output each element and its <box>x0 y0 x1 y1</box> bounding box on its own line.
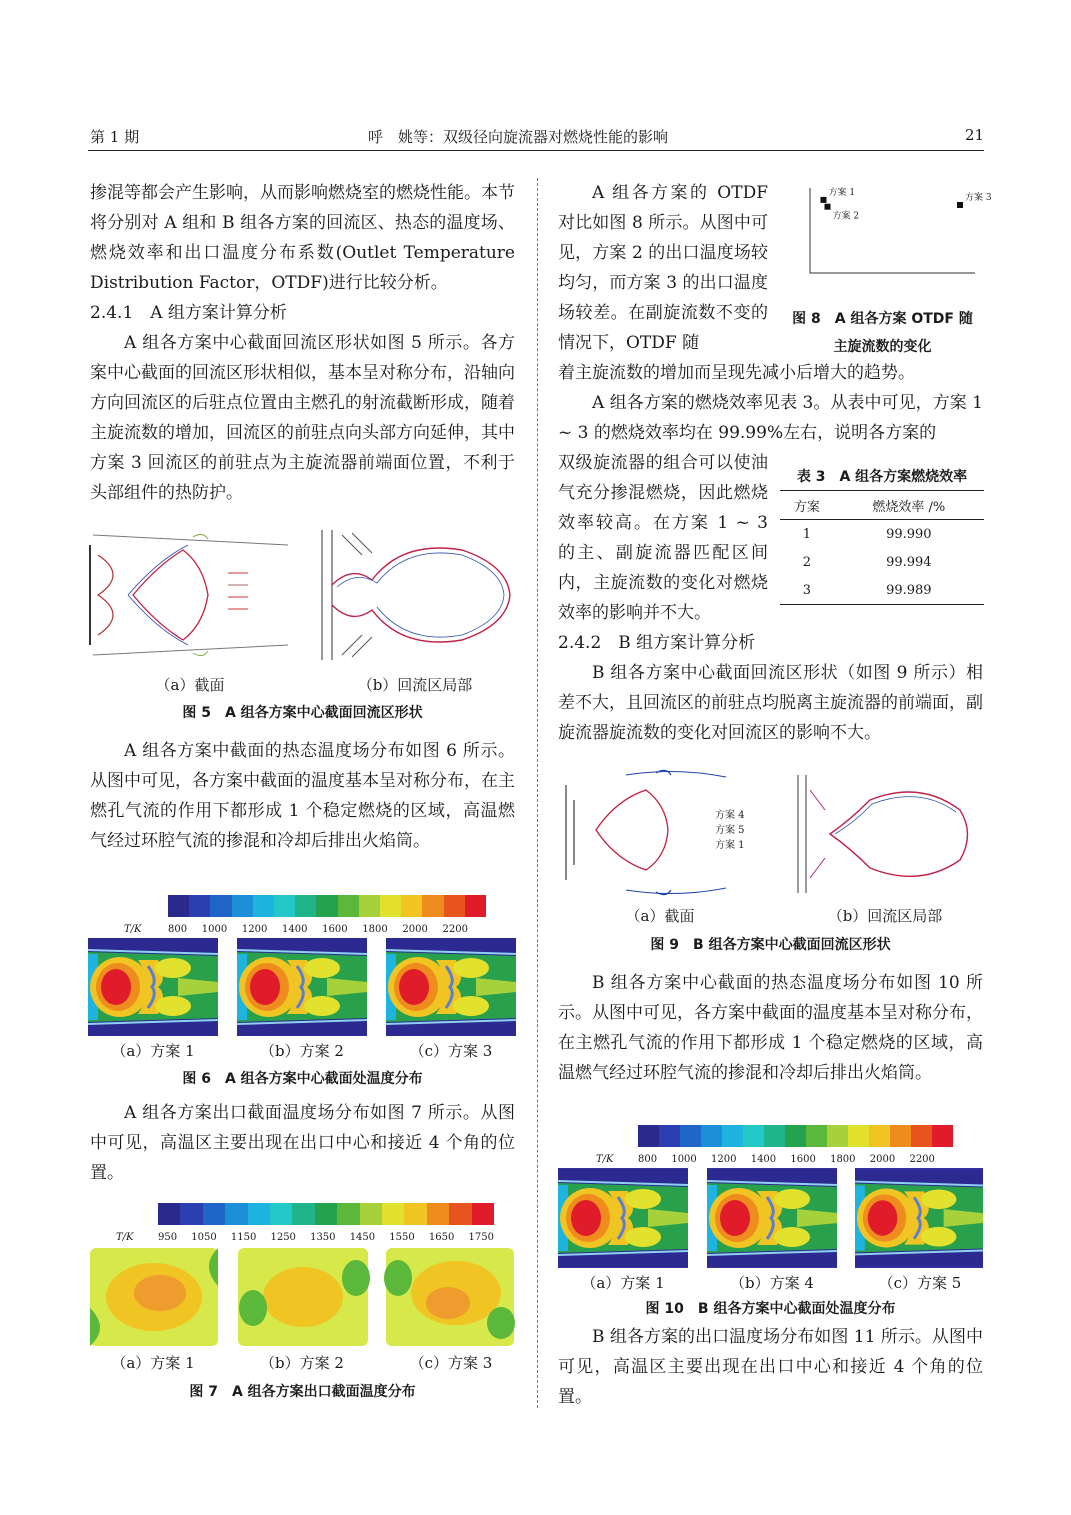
colorbar-swatch <box>638 1125 659 1147</box>
colorbar-swatch <box>316 895 337 917</box>
figure-6a-temperature-plot <box>88 938 218 1036</box>
running-header-title: 呼 姚等：双级径向旋流器对燃烧性能的影响 <box>368 128 669 146</box>
figure-10b-subcaption: （b）方案 4 <box>730 1274 814 1292</box>
colorbar-swatch <box>743 1125 764 1147</box>
tick-label: 2000 <box>869 1154 896 1165</box>
colorbar-swatch <box>248 1203 270 1225</box>
figure-10-tick-labels <box>638 1154 935 1165</box>
tick-label: 1450 <box>349 1232 376 1243</box>
tick-label: 2000 <box>402 924 428 935</box>
table-row <box>780 520 984 549</box>
figure-9-legend <box>715 808 745 853</box>
table-cell: 1 <box>802 526 811 542</box>
colorbar-swatch <box>270 1203 292 1225</box>
figure-7-caption: 图 7 A 组各方案出口截面温度分布 <box>189 1384 416 1400</box>
figure-10a-temperature-plot <box>558 1168 688 1268</box>
tick-label: 1600 <box>790 1154 816 1165</box>
colorbar-swatch <box>180 1203 202 1225</box>
figure-6a-subcaption: （a）方案 1 <box>111 1042 195 1060</box>
colorbar-swatch <box>210 895 231 917</box>
colorbar-swatch <box>292 1203 314 1225</box>
colorbar-swatch <box>449 1203 471 1225</box>
colorbar-swatch <box>253 895 274 917</box>
tick-label: 1800 <box>830 1154 856 1165</box>
scatter-point <box>821 197 827 203</box>
colorbar-swatch <box>848 1125 869 1147</box>
figure-7c-subcaption: （c）方案 3 <box>409 1354 493 1372</box>
colorbar-swatch <box>422 895 443 917</box>
legend-entry: 方案 5 <box>715 825 745 836</box>
colorbar-swatch <box>295 895 316 917</box>
tick-label: 1800 <box>362 924 388 935</box>
scatter-point <box>957 202 963 208</box>
colorbar-swatch <box>465 895 486 917</box>
tick-label: 2200 <box>442 924 468 935</box>
colorbar-swatch <box>359 895 380 917</box>
tick-label: 950 <box>158 1232 178 1243</box>
right-paragraph-2-bottom: 双级旋流器的组合可以使油气充分掺混燃烧，因此燃烧效率较高。在方案 1 ~ 3 的主、副旋流器匹配区间内，主旋流数的变化对燃烧效率的影响并不大。 <box>558 453 768 623</box>
colorbar-swatch <box>203 1203 225 1225</box>
tick-label: 800 <box>638 1154 658 1165</box>
tick-label: 1050 <box>191 1232 217 1243</box>
figure-7b-subcaption: （b）方案 2 <box>260 1354 344 1372</box>
figure-10a-subcaption: （a）方案 1 <box>581 1274 665 1292</box>
running-header-issue: 第 1 期 <box>90 128 140 146</box>
figure-8-caption-line-2: 主旋流数的变化 <box>833 339 932 355</box>
colorbar-swatch <box>701 1125 722 1147</box>
tick-label: 1650 <box>428 1232 455 1243</box>
tick-label: 2200 <box>909 1154 935 1165</box>
right-paragraph-1-top: A 组各方案的 OTDF 对比如图 8 所示。从图中可见，方案 2 的出口温度场较均匀，而方案 3 的出口温度场较差。在副旋流数不变的情况下，OTDF 随 <box>558 183 768 353</box>
series-label: 方案 2 <box>832 211 860 222</box>
tick-label: 800 <box>168 924 188 935</box>
figure-6-colorbar <box>168 895 486 917</box>
table-3 <box>780 490 984 605</box>
colorbar-swatch <box>338 895 359 917</box>
table-row <box>780 576 984 605</box>
colorbar-swatch <box>380 895 401 917</box>
figure-9a-subcaption: （a）截面 <box>625 907 695 925</box>
colorbar-swatch <box>911 1125 932 1147</box>
section-2-4-2-heading: 2.4.2 B 组方案计算分析 <box>558 633 756 653</box>
tick-label: 1250 <box>270 1232 296 1243</box>
colorbar-swatch <box>337 1203 359 1225</box>
colorbar-swatch <box>315 1203 337 1225</box>
tick-label: 1200 <box>711 1154 737 1165</box>
colorbar-swatch <box>382 1203 404 1225</box>
figure-7b-exit-plot <box>238 1248 368 1346</box>
figure-7a-exit-plot <box>90 1248 218 1346</box>
right-paragraph-1-bottom: 着主旋流数的增加而呈现先减小后增大的趋势。 <box>558 363 915 383</box>
figure-6b-temperature-plot <box>237 938 367 1036</box>
colorbar-swatch <box>427 1203 449 1225</box>
colorbar-swatch <box>806 1125 827 1147</box>
figure-10b-temperature-plot <box>707 1168 837 1268</box>
figure-10c-temperature-plot <box>855 1168 983 1268</box>
colorbar-swatch <box>932 1125 953 1147</box>
figure-7a-subcaption: （a）方案 1 <box>111 1354 195 1372</box>
figure-6c-subcaption: （c）方案 3 <box>409 1042 493 1060</box>
colorbar-swatch <box>158 1203 180 1225</box>
figure-8-caption-line-1: 图 8 A 组各方案 OTDF 随 <box>792 311 973 327</box>
colorbar-swatch <box>785 1125 806 1147</box>
section-2-4-1-heading: 2.4.1 A 组方案计算分析 <box>90 303 287 323</box>
table-row <box>780 548 984 576</box>
series-label: 方案 3 <box>965 193 992 203</box>
figure-5b-subcaption: （b）回流区局部 <box>357 676 473 694</box>
figure-5b-recirculation-plot <box>312 525 517 665</box>
figure-10c-subcaption: （c）方案 5 <box>878 1274 962 1292</box>
colorbar-swatch <box>659 1125 680 1147</box>
left-paragraph-4: A 组各方案出口截面温度场分布如图 7 所示。从图中可见，高温区主要出现在出口中心和接近 4 个角的位置。 <box>90 1103 515 1183</box>
tick-label: 1350 <box>310 1232 336 1243</box>
tick-label: 1150 <box>230 1232 257 1243</box>
figure-8-otdf-chart <box>780 178 992 303</box>
figure-9-caption: 图 9 B 组各方案中心截面回流区形状 <box>650 937 891 953</box>
figure-6-tick-labels <box>168 924 468 935</box>
right-paragraph-5: B 组各方案的出口温度场分布如图 11 所示。从图中可见，高温区主要出现在出口中心和接近 4 个角的位置。 <box>558 1327 983 1407</box>
colorbar-swatch <box>444 895 465 917</box>
tick-label: 1400 <box>750 1154 777 1165</box>
colorbar-swatch <box>401 895 422 917</box>
tick-label: 1600 <box>322 924 348 935</box>
colorbar-swatch <box>722 1125 743 1147</box>
figure-5a-section-plot <box>88 525 300 665</box>
legend-entry: 方案 1 <box>715 840 745 851</box>
right-paragraph-4: B 组各方案中心截面的热态温度场分布如图 10 所示。从图中可见，各方案中截面的温度基本呈对称分布，在主燃孔气流的作用下都形成 1 个稳定燃烧的区域，高温燃气经过环腔气流的掺混和冷却后排出火焰筒。 <box>558 973 983 1083</box>
figure-7-tick-labels <box>158 1232 494 1243</box>
chart-axes <box>810 188 975 273</box>
scatter-point <box>825 204 831 210</box>
colorbar-swatch <box>225 1203 247 1225</box>
table-cell: 3 <box>802 582 811 598</box>
figure-5-caption: 图 5 A 组各方案中心截面回流区形状 <box>182 705 423 721</box>
tick-label: 1000 <box>671 1154 697 1165</box>
figure-10-colorbar <box>638 1125 953 1147</box>
page-number: 21 <box>965 126 985 144</box>
colorbar-swatch <box>472 1203 494 1225</box>
figure-6-temperature-label: T/K <box>124 924 142 935</box>
colorbar-swatch <box>827 1125 848 1147</box>
figure-6b-subcaption: （b）方案 2 <box>260 1042 344 1060</box>
table-3-title: 表 3 A 组各方案燃烧效率 <box>796 469 968 485</box>
left-paragraph-2: A 组各方案中心截面回流区形状如图 5 所示。各方案中心截面的回流区形状相似，基本呈对称分布，沿轴向方向回流区的后驻点位置由主燃孔的射流截断形成，随着主旋流数的增加，回流区的前驻点向头部方向延伸，其中方案 3 回流区的前驻点为主旋流器前端面位置，不利于头部组件的热防护。 <box>90 333 515 503</box>
figure-5a-subcaption: （a）截面 <box>155 676 225 694</box>
column-divider <box>537 178 538 1408</box>
colorbar-swatch <box>274 895 295 917</box>
figure-10-caption: 图 10 B 组各方案中心截面处温度分布 <box>645 1301 896 1317</box>
tick-label: 1750 <box>468 1232 494 1243</box>
table-cell: 2 <box>802 554 811 570</box>
colorbar-swatch <box>680 1125 701 1147</box>
figure-6c-temperature-plot <box>386 938 516 1036</box>
colorbar-swatch <box>404 1203 426 1225</box>
table-header: 燃烧效率 /% <box>872 499 946 515</box>
colorbar-swatch <box>189 895 210 917</box>
figure-9a-section-plot <box>556 765 781 900</box>
figure-9b-subcaption: （b）回流区局部 <box>827 907 943 925</box>
figure-9b-recirculation-plot <box>790 770 980 898</box>
colorbar-swatch <box>232 895 253 917</box>
colorbar-swatch <box>168 895 189 917</box>
figure-7-colorbar <box>158 1203 494 1225</box>
left-paragraph-1: 掺混等都会产生影响，从而影响燃烧室的燃烧性能。本节将分别对 A 组和 B 组各方案的回流区、热态的温度场、燃烧效率和出口温度分布系数(Outlet Temperature Distribution Factor，OTDF)进行比较分析。 <box>90 183 515 293</box>
figure-7-temperature-label: T/K <box>116 1232 134 1243</box>
table-header: 方案 <box>793 499 820 515</box>
tick-label: 1400 <box>282 924 308 935</box>
table-cell: 99.990 <box>886 526 932 542</box>
colorbar-swatch <box>360 1203 382 1225</box>
table-cell: 99.989 <box>886 582 932 598</box>
tick-label: 1200 <box>241 924 268 935</box>
tick-label: 1550 <box>389 1232 415 1243</box>
series-label: 方案 1 <box>828 187 856 198</box>
figure-6-caption: 图 6 A 组各方案中心截面处温度分布 <box>182 1071 423 1087</box>
table-cell: 99.994 <box>886 554 932 570</box>
right-paragraph-3: B 组各方案中心截面回流区形状（如图 9 所示）相差不大，且回流区的前驻点均脱离主旋流器的前端面，副旋流器旋流数的变化对回流区的影响不大。 <box>558 663 983 743</box>
colorbar-swatch <box>764 1125 785 1147</box>
legend-entry: 方案 4 <box>715 810 745 821</box>
tick-label: 1000 <box>201 924 228 935</box>
header-rule <box>88 150 984 151</box>
figure-7c-exit-plot <box>386 1248 514 1346</box>
colorbar-swatch <box>869 1125 890 1147</box>
right-paragraph-2-top: A 组各方案的燃烧效率见表 3。从表中可见，方案 1 ~ 3 的燃烧效率均在 99.99%左右，说明各方案的 <box>558 393 983 443</box>
figure-10-temperature-label: T/K <box>596 1154 614 1165</box>
left-paragraph-3: A 组各方案中截面的热态温度场分布如图 6 所示。从图中可见，各方案中截面的温度基本呈对称分布，在主燃孔气流的作用下都形成 1 个稳定燃烧的区域，高温燃气经过环腔气流的掺混和冷却后排出火焰筒。 <box>90 741 515 851</box>
colorbar-swatch <box>890 1125 911 1147</box>
